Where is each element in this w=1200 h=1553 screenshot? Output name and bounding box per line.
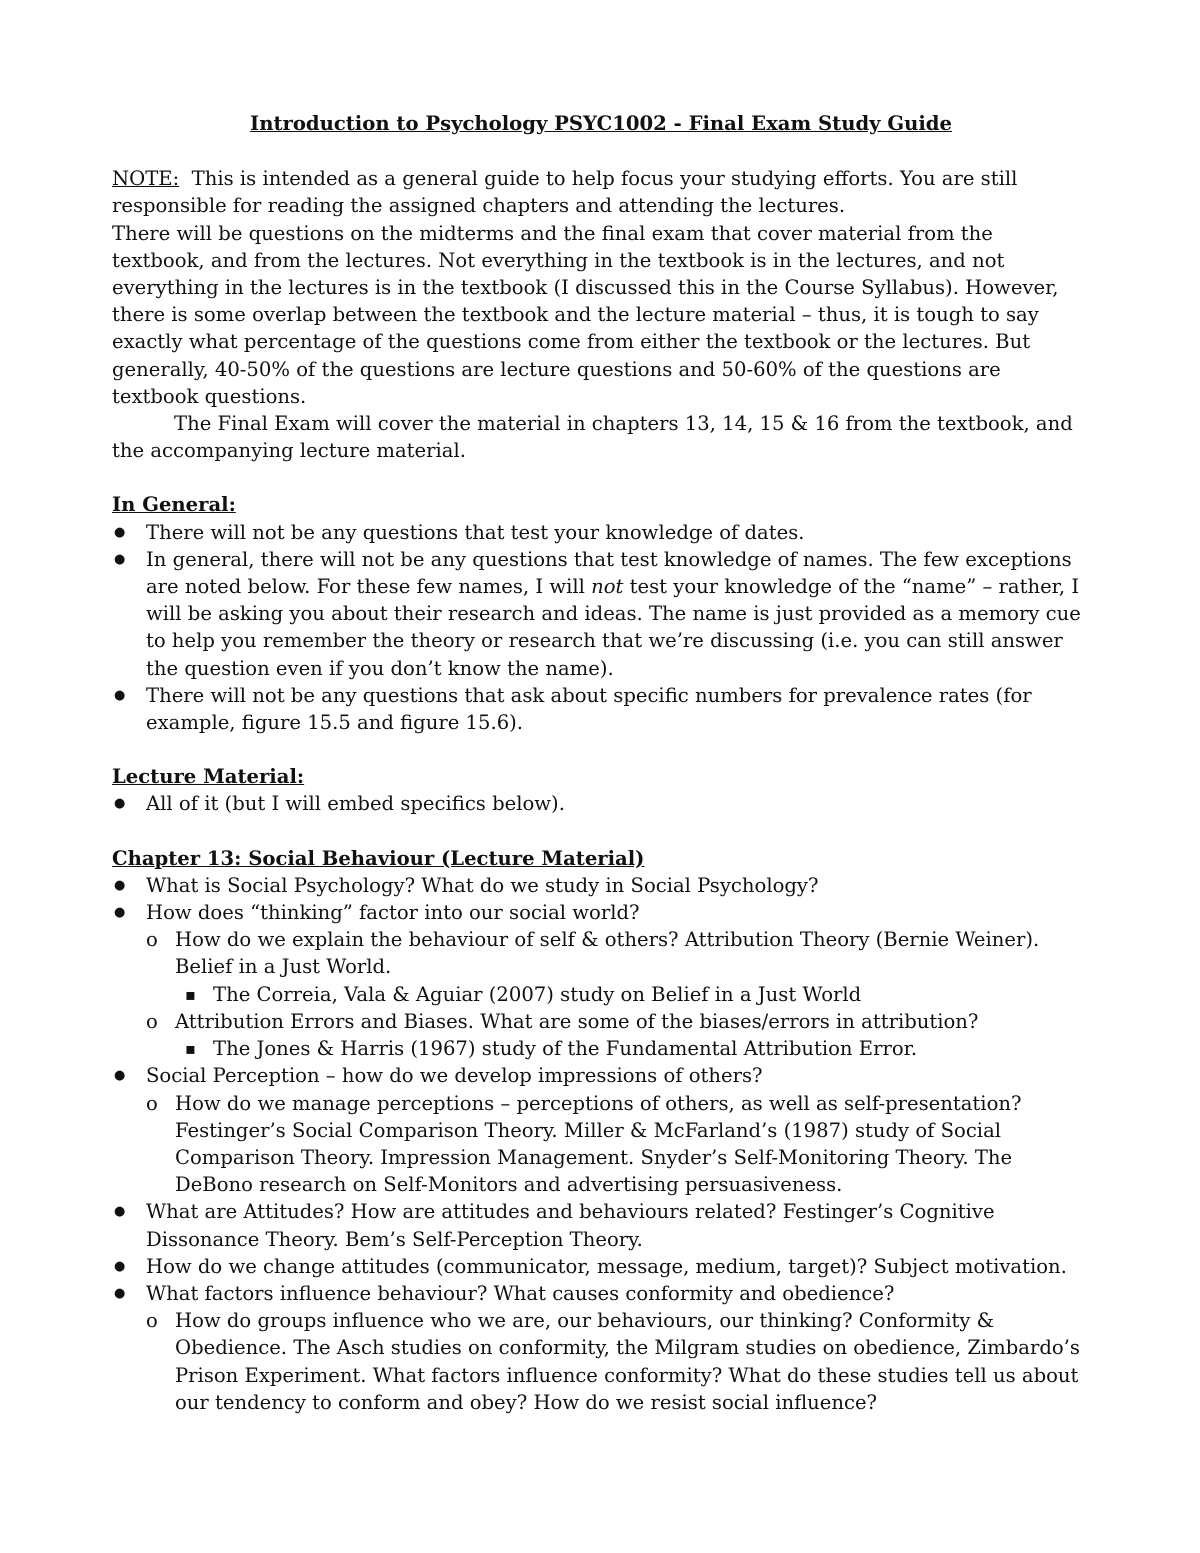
list-item <box>112 1280 1090 1416</box>
list-item: ● There will not be any questions that ask about specific numbers for prevalence rates (for example, figure 15.5 and figure 15.6). <box>112 682 1090 736</box>
list-item: ● What is Social Psychology? What do we study in Social Psychology? <box>112 872 1090 899</box>
list-item <box>112 1062 1090 1198</box>
in-general-heading: In General: <box>112 493 236 517</box>
sub-list-item <box>146 1008 1090 1062</box>
sub-sub-list-item: ▪ The Correia, Vala & Aguiar (2007) study on Belief in a Just World <box>175 981 1090 1008</box>
note-text-1: This is intended as a general guide to help focus your studying efforts. You are still responsible for reading the assigned chapters and attending the lectures. <box>112 167 1018 218</box>
list-item-text: What factors influence behaviour? What causes conformity and obedience? <box>146 1281 895 1305</box>
sub-sub-list-item: ▪ The Jones & Harris (1967) study of the Fundamental Attribution Error. <box>175 1035 1090 1062</box>
list-item: ● What are Attitudes? How are attitudes and behaviours related? Festinger’s Cognitive Dissonance Theory. Bem’s Self-Perception Theory. <box>112 1198 1090 1252</box>
note-paragraph-3: The Final Exam will cover the material in chapters 13, 14, 15 & 16 from the textbook, and the accompanying lecture material. <box>112 412 1073 463</box>
section-lecture-material <box>112 763 1090 817</box>
list-item <box>112 546 1090 682</box>
sub-sub-list <box>175 1035 1090 1062</box>
document-title: Introduction to Psychology PSYC1002 - Final Exam Study Guide <box>250 112 952 135</box>
list-item-text: test your knowledge of the “name” – rather, I will be asking you about their research and ideas. The name is just provided as a memory cue to help you remember the theory or research that we’re discussing (i.e. you can still answer the question even if you don’t know the name). <box>146 575 1081 680</box>
list-item: ● How do we change attitudes (communicator, message, medium, target)? Subject motivation. <box>112 1253 1090 1280</box>
list-item: ● There will not be any questions that test your knowledge of dates. <box>112 519 1090 546</box>
note-paragraph-2: There will be questions on the midterms and the final exam that cover material from the textbook, and from the lectures. Not everything in the textbook is in the lectures, and not everything in the lectures is in the textbook (I discussed this in the Course Syllabus). However, there is some overlap between the textbook and the lecture material – thus, it is tough to say exactly what percentage of the questions come from either the textbook or the lectures. But generally, 40-50% of the questions are lecture questions and 50-60% of the questions are textbook questions. <box>112 221 1059 408</box>
list-item-text: How does “thinking” factor into our social world? <box>146 901 640 925</box>
list-item: ● All of it (but I will embed specifics below). <box>112 790 1090 817</box>
lecture-material-heading: Lecture Material: <box>112 765 305 789</box>
in-general-list <box>112 519 1090 737</box>
section-chapter-13 <box>112 845 1090 1416</box>
chapter-13-heading: Chapter 13: Social Behaviour (Lecture Material) <box>112 846 645 870</box>
list-item-text: Social Perception – how do we develop impressions of others? <box>146 1064 763 1088</box>
sub-list-item: o How do groups influence who we are, our behaviours, our thinking? Conformity & Obedience. The Asch studies on conformity, the Milgram studies on obedience, Zimbardo’s Prison Experiment. What factors influence conformity? What do these studies tell us about our tendency to conform and obey? How do we resist social influence? <box>146 1307 1090 1416</box>
note-paragraph <box>112 165 1090 219</box>
list-item <box>112 899 1090 1062</box>
sub-list-item: o How do we manage perceptions – perceptions of others, as well as self-presentation? Festinger’s Social Comparison Theory. Miller & McFarland’s (1987) study of Social Comparison Theory. Impression Management. Snyder’s Self-Monitoring Theory. The DeBono research on Self-Monitors and advertising persuasiveness. <box>146 1090 1090 1199</box>
note-label: NOTE: <box>112 167 180 191</box>
section-in-general <box>112 491 1090 736</box>
emphasis-text: not <box>591 575 624 599</box>
sub-list <box>146 1307 1090 1416</box>
sub-list-item-text: How do we explain the behaviour of self & others? Attribution Theory (Bernie Weiner). Belief in a Just World. <box>175 928 1040 979</box>
lecture-material-list <box>112 790 1090 817</box>
sub-list <box>146 926 1090 1062</box>
sub-list-item-text: Attribution Errors and Biases. What are some of the biases/errors in attribution? <box>175 1009 979 1033</box>
chapter-13-list <box>112 872 1090 1416</box>
sub-list <box>146 1090 1090 1199</box>
sub-list-item <box>146 926 1090 1008</box>
list-item-text: In general, there will not be any questions that test knowledge of names. The few exceptions are noted below. For these few names, I will <box>146 547 1072 599</box>
sub-sub-list <box>175 981 1090 1008</box>
